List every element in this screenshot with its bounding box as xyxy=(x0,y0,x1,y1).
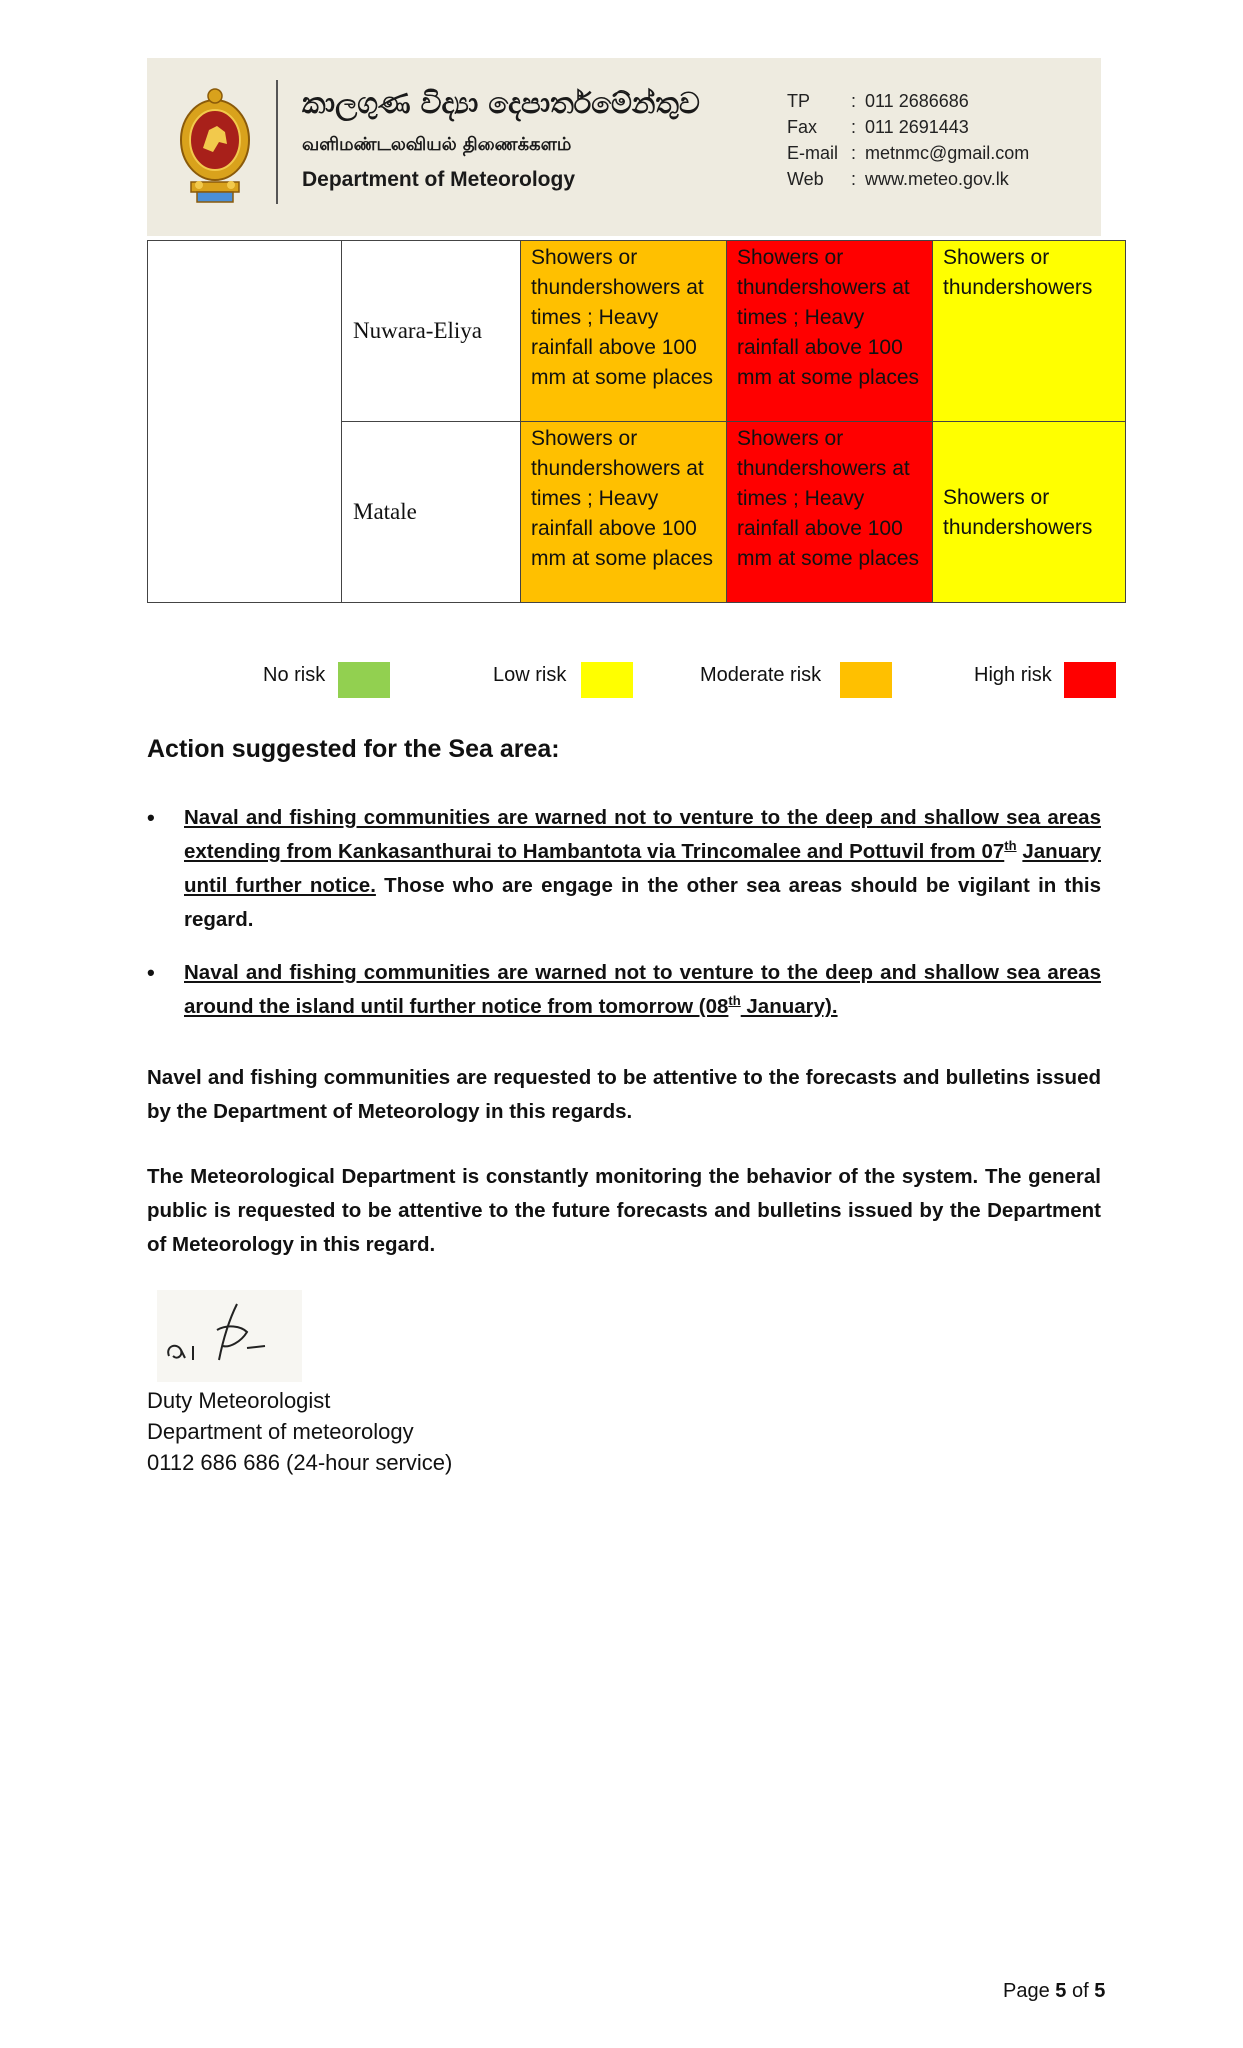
contact-phone: 011 2686686 xyxy=(865,91,969,111)
contact-row-web xyxy=(787,166,1029,192)
signatory-department: Department of meteorology xyxy=(147,1419,414,1444)
forecast-cell-high: Showers or thundershowers at times ; Heavy rainfall above 100 mm at some places xyxy=(727,422,933,603)
warning-underlined-end: January). xyxy=(740,995,838,1018)
forecast-cell-low: Showers or thundershowers xyxy=(933,241,1126,422)
contact-fax: 011 2691443 xyxy=(865,117,969,137)
total-pages: 5 xyxy=(1094,1980,1106,2002)
forecast-cell-high: Showers or thundershowers at times ; Heavy rainfall above 100 mm at some places xyxy=(727,241,933,422)
legend-swatch-orange xyxy=(840,662,892,698)
legend-label: Moderate risk xyxy=(700,664,822,686)
contact-block xyxy=(787,88,1029,192)
request-paragraph: Navel and fishing communities are requested to be attentive to the forecasts and bulletins issued by the Department of Meteorology in this regards. xyxy=(147,1066,1101,1123)
signatory-phone: 0112 686 686 (24-hour service) xyxy=(147,1450,453,1475)
page-word: Page xyxy=(1003,1980,1050,2002)
warning-underlined-end: January until further notice. xyxy=(184,840,1102,897)
district-name: Nuwara-Eliya xyxy=(342,241,521,422)
ordinal-suffix: th xyxy=(1004,838,1017,854)
legend-swatch-green xyxy=(338,662,390,698)
forecast-table xyxy=(147,240,1126,603)
current-page: 5 xyxy=(1055,1980,1067,2002)
bullet-icon: • xyxy=(147,805,155,830)
contact-key: Fax xyxy=(787,117,818,137)
legend-swatch-red xyxy=(1064,662,1116,698)
contact-separator: : xyxy=(851,91,857,111)
contact-key: Web xyxy=(787,169,824,189)
contact-key: E-mail xyxy=(787,143,839,163)
header-divider xyxy=(276,80,278,204)
legend-label: Low risk xyxy=(493,664,567,686)
region-cell xyxy=(148,241,342,603)
warning-underlined: Naval and fishing communities are warned not to venture to the deep and shallow sea areas around the island until further notice from tomorrow (08 xyxy=(184,961,1101,1018)
of-word: of xyxy=(1071,1980,1089,2002)
bullet-text xyxy=(184,801,1101,937)
contact-row-fax xyxy=(787,114,1029,140)
department-title-tamil: வளிமண்டலவியல் திணைக்களம் xyxy=(302,134,572,155)
ordinal-suffix: th xyxy=(728,993,741,1009)
warning-underlined: Naval and fishing communities are warned not to venture to the deep and shallow sea areas extending from Kankasanthurai to Hambantota via Trincomalee and Pottuvil from 07 xyxy=(184,806,1101,863)
legend-swatch-yellow xyxy=(581,662,633,698)
legend-label: High risk xyxy=(974,664,1052,686)
sea-warning-bullet-2 xyxy=(147,956,1101,1024)
sea-warning-bullet-1 xyxy=(147,801,1101,937)
forecast-cell-moderate: Showers or thundershowers at times ; Heavy rainfall above 100 mm at some places xyxy=(521,422,727,603)
contact-row-tp xyxy=(787,88,1029,114)
contact-key: TP xyxy=(787,91,811,111)
signature-block xyxy=(147,1385,452,1478)
letterhead xyxy=(147,58,1101,236)
contact-row-email xyxy=(787,140,1029,166)
sea-section-heading: Action suggested for the Sea area: xyxy=(147,735,560,763)
table-row xyxy=(148,241,1126,422)
contact-separator: : xyxy=(851,169,857,189)
sri-lanka-emblem-icon xyxy=(173,82,257,208)
department-title-english: Department of Meteorology xyxy=(302,168,576,191)
contact-separator: : xyxy=(851,143,857,163)
monitoring-paragraph: The Meteorological Department is constantly monitoring the behavior of the system. The general public is requested to be attentive to the future forecasts and bulletins issued by the Department of Meteorology in this regard. xyxy=(147,1165,1101,1256)
forecast-cell-low: Showers or thundershowers xyxy=(933,422,1126,603)
legend-label: No risk xyxy=(263,664,326,686)
signatory-role: Duty Meteorologist xyxy=(147,1388,331,1413)
forecast-cell-moderate: Showers or thundershowers at times ; Heavy rainfall above 100 mm at some places xyxy=(521,241,727,422)
bullet-text xyxy=(184,956,1101,1024)
department-title-sinhala: කාලගුණ විද්‍යා දෙපාර්තමේන්තුව xyxy=(302,86,700,120)
page-number xyxy=(1003,1980,1105,2003)
contact-email[interactable]: metnmc@gmail.com xyxy=(865,143,1030,163)
signature-image xyxy=(157,1290,302,1382)
contact-web[interactable]: www.meteo.gov.lk xyxy=(865,169,1009,189)
district-name: Matale xyxy=(342,422,521,603)
warning-rest: Those who are engage in the other sea areas should be vigilant in this regard. xyxy=(184,874,1101,931)
contact-separator: : xyxy=(851,117,857,137)
bullet-icon: • xyxy=(147,960,155,985)
